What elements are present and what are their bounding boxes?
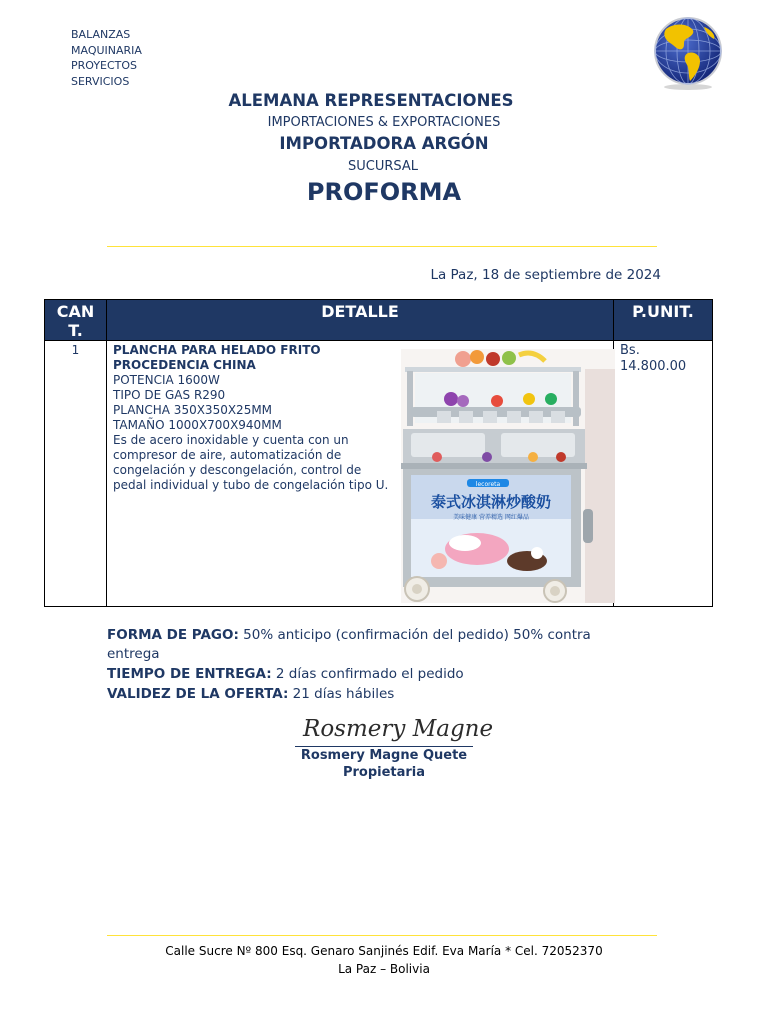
detail-text (113, 343, 389, 493)
payment-terms (107, 626, 627, 663)
machine-subbanner: 美味健康 营养精选 网红爆品 (453, 514, 529, 521)
header-unit-price: P.UNIT. (614, 300, 713, 341)
validity-label: VALIDEZ DE LA OFERTA: (107, 685, 289, 702)
footer-address: Calle Sucre Nº 800 Esq. Genaro Sanjinés Edif. Eva María * Cel. 72052370 (165, 944, 603, 958)
header-detail: DETALLE (107, 300, 614, 341)
spec-line: POTENCIA 1600W (113, 373, 220, 387)
spec-line: PLANCHA 350X350X25MM (113, 403, 273, 417)
company-tagline: IMPORTACIONES & EXPORTACIONES (267, 115, 501, 130)
terms-block (107, 626, 627, 705)
product-image (401, 349, 615, 603)
table-header-row (45, 300, 713, 341)
header-divider (107, 246, 657, 247)
header-qty: CAN T. (45, 300, 107, 341)
branch-name: IMPORTADORA ARGÓN (279, 134, 489, 153)
service-item: PROYECTOS (71, 59, 138, 72)
machine-banner: 泰式冰淇淋炒酸奶 (430, 493, 552, 511)
table-row (45, 341, 713, 607)
validity-value: 21 días hábiles (288, 685, 395, 702)
services-list (71, 27, 142, 89)
product-origin: PROCEDENCIA CHINA (113, 358, 256, 372)
payment-label: FORMA DE PAGO: (107, 627, 239, 643)
validity-terms (107, 685, 627, 704)
delivery-terms (107, 665, 627, 684)
payment-value: 50% anticipo (confirmación del pedido) 50% contra entrega (107, 627, 591, 662)
price-currency: Bs. (620, 343, 640, 358)
footer-city: La Paz – Bolivia (338, 962, 430, 976)
machine-brand: lecoreta (475, 481, 501, 488)
signer-role: Propietaria (342, 765, 426, 780)
delivery-value: 2 días confirmado el pedido (271, 665, 464, 682)
row-qty: 1 (45, 341, 107, 607)
row-detail (107, 341, 614, 607)
document-title: PROFORMA (306, 178, 462, 206)
service-item: BALANZAS (71, 28, 131, 41)
branch-label: SUCURSAL (347, 159, 419, 174)
globe-icon (652, 15, 724, 91)
product-title: PLANCHA PARA HELADO FRITO (113, 343, 321, 357)
signature-image (297, 706, 494, 748)
row-unit-price (614, 341, 713, 607)
service-item: MAQUINARIA (71, 43, 142, 57)
delivery-label: TIEMPO DE ENTREGA: (107, 665, 272, 682)
footer-divider (107, 935, 657, 936)
signature-script: Rosmery Magne (303, 716, 494, 742)
spec-line: TAMAÑO 1000X700X940MM (113, 418, 282, 432)
document-date: La Paz, 18 de septiembre de 2024 (430, 267, 661, 283)
signer-name: Rosmery Magne Quete (300, 748, 468, 763)
signature-line (295, 746, 473, 747)
service-item: SERVICIOS (71, 74, 130, 88)
spec-line: TIPO DE GAS R290 (113, 388, 226, 402)
items-table (44, 299, 713, 607)
company-name: ALEMANA REPRESENTACIONES (228, 91, 514, 110)
product-description: Es de acero inoxidable y cuenta con un compresor de aire, automatización de congelación y descongelación, control de pedal individual y tubo de congelación tipo U. (113, 433, 389, 492)
price-value: 14.800.00 (620, 359, 687, 374)
